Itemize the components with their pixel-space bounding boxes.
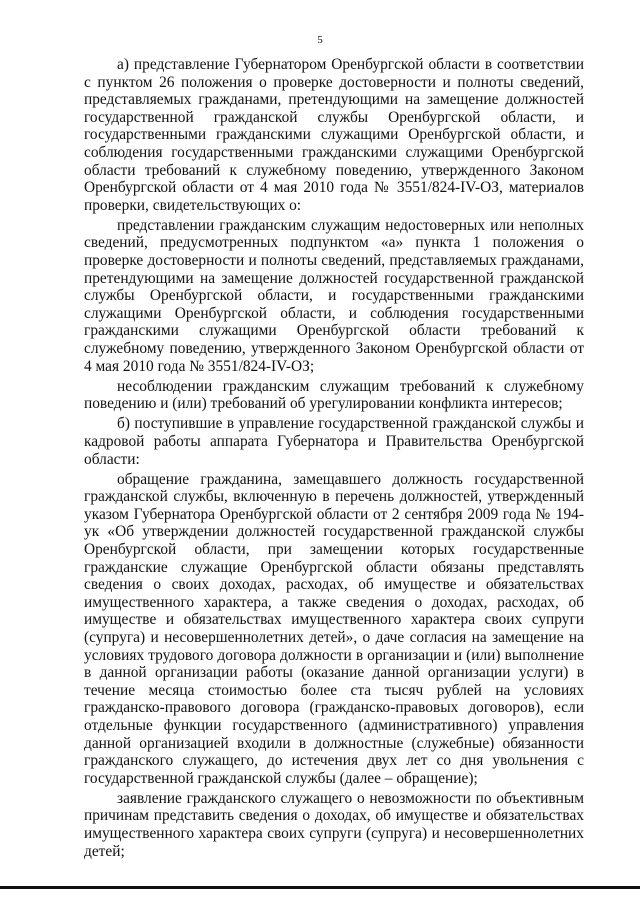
paragraph-citizen-appeal: обращение гражданина, замещавшего должность государственной гражданской службы, включенную в перечень должностей, утвержденный указом Губернатора Оренбургской области от 2 сентября 2009 года № 194-ук «Об утверждении должностей государственной гражданской службы Оренбургской области, при замещении которых государственные гражданские служащие Оренбургской области обязаны представлять сведения о своих доходах, расходах, об имуществе и обязательствах имущественного характера, а также сведения о доходах, расходах, об имуществе и обязательствах имущественного характера своих супруги (супруга) и несовершеннолетних детей», о даче согласия на замещение на условиях трудового договора должности в организации и (или) выполнение в данной организации работы (оказание данной организации услуги) в течение месяца стоимостью более ста тысяч рублей на условиях гражданско-правового договора (гражданско-правовых договоров), если отдельные функции государственного (административного) управления данной организацией входили в должностные (служебные) обязанности гражданского служащего, до истечения двух лет со дня увольнения с государственной гражданской службы (далее – обращение); bbox=[84, 470, 584, 787]
page-number: 5 bbox=[317, 34, 323, 46]
paragraph-employee-statement: заявление гражданского служащего о невозможности по объективным причинам представить сведения о доходах, об имуществе и обязательствах имущественного характера своих супруги (супруга) и несовершеннолетних детей; bbox=[84, 789, 584, 860]
document-body bbox=[84, 56, 584, 863]
paragraph-b-received: б) поступившие в управление государственной гражданской службы и кадровой работы аппарата Губернатора и Правительства Оренбургской области: bbox=[84, 415, 584, 468]
paragraph-false-information: представлении гражданским служащим недостоверных или неполных сведений, предусмотренных подпунктом «а» пункта 1 положения о проверке достоверности и полноты сведений, представляемых гражданами, претендующими на замещение должностей государственной гражданской службы Оренбургской области, и государственными гражданскими служащими Оренбургской области, и соблюдения государственными гражданскими служащими Оренбургской области требований к служебному поведению, утвержденного Законом Оренбургской области от 4 мая 2010 года № 3551/824-IV-ОЗ; bbox=[84, 216, 584, 375]
paragraph-a-representation: а) представление Губернатором Оренбургской области в соответствии с пунктом 26 положения о проверке достоверности и полноты сведений, представляемых гражданами, претендующими на замещение должностей государственной гражданской службы Оренбургской области, и государственными гражданскими служащими Оренбургской области, и соблюдения государственными гражданскими служащими Оренбургской области требований к служебному поведению, утвержденного Законом Оренбургской области от 4 мая 2010 года № 3551/824-IV-ОЗ, материалов проверки, свидетельствующих о: bbox=[84, 56, 584, 214]
bottom-border-line bbox=[0, 886, 640, 889]
paragraph-conduct-violation: несоблюдении гражданским служащим требований к служебному поведению и (или) требований об урегулировании конфликта интересов; bbox=[84, 377, 584, 413]
